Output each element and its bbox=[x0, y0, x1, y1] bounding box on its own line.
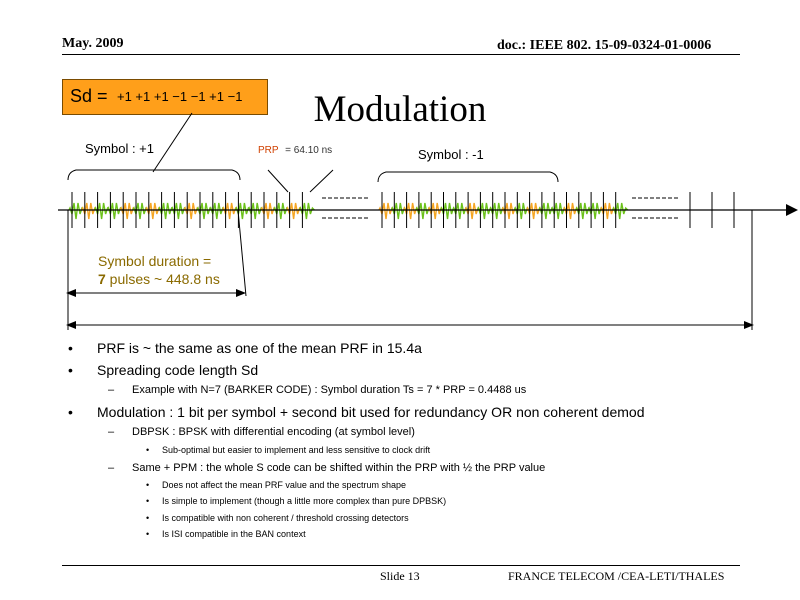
pulse-wavelet bbox=[576, 203, 591, 219]
symbol-duration-count: 7 bbox=[98, 271, 106, 287]
header-date: May. 2009 bbox=[62, 36, 124, 51]
bullet-text: Same + PPM : the whole S code can be shifted within the PRP with ½ the PRP value bbox=[132, 462, 546, 474]
symbol-end-marker bbox=[238, 210, 246, 296]
pulse-wavelet bbox=[248, 203, 263, 219]
bullet-item bbox=[68, 404, 645, 420]
prp-value: = 64.10 ns bbox=[285, 145, 333, 156]
pulse-wavelet bbox=[551, 203, 566, 219]
pulse-wavelet bbox=[210, 203, 225, 219]
symbol-duration-line2 bbox=[98, 270, 220, 288]
bullet-marker: • bbox=[146, 513, 150, 523]
pulse-wavelet bbox=[539, 203, 554, 219]
pulse-wavelet bbox=[133, 203, 148, 219]
bullet-item bbox=[108, 426, 415, 438]
prp-arrow-left bbox=[268, 170, 288, 192]
time-axis-arrowhead bbox=[786, 204, 798, 216]
bullet-item bbox=[146, 513, 409, 523]
bullet-item bbox=[146, 445, 430, 455]
pulse-wavelet bbox=[69, 203, 84, 219]
footer-rule bbox=[62, 565, 740, 566]
pulse-wavelet bbox=[564, 203, 579, 219]
bullet-marker: • bbox=[146, 480, 150, 490]
bullet-marker: – bbox=[108, 426, 115, 438]
pulse-wavelet bbox=[274, 203, 289, 219]
symbol-duration-label bbox=[98, 252, 220, 288]
bullet-text: Is compatible with non coherent / threshold crossing detectors bbox=[162, 513, 409, 523]
bullet-item bbox=[146, 529, 306, 539]
bullet-marker: • bbox=[68, 362, 73, 378]
pulse-wavelet bbox=[453, 203, 468, 219]
pulse-wavelet bbox=[404, 203, 419, 219]
pulse-wavelet bbox=[600, 203, 615, 219]
bullet-text: DBPSK : BPSK with differential encoding (at symbol level) bbox=[132, 426, 415, 438]
bullet-text: Example with N=7 (BARKER CODE) : Symbol duration Ts = 7 * PRP = 0.4488 us bbox=[132, 384, 527, 396]
bullet-item bbox=[108, 384, 526, 396]
pulse-wavelet bbox=[120, 203, 135, 219]
pulse-wavelet bbox=[379, 203, 394, 219]
pulse-wavelet bbox=[159, 203, 174, 219]
pulse-group bbox=[69, 203, 628, 219]
footer-organizations: FRANCE TELECOM /CEA-LETI/THALES bbox=[508, 569, 725, 583]
bullet-text: Sub-optimal but easier to implement and less sensitive to clock drift bbox=[162, 445, 431, 455]
header-doc-id: doc.: IEEE 802. 15-09-0324-01-0006 bbox=[497, 38, 712, 53]
pulse-wavelet bbox=[184, 203, 199, 219]
bullet-item bbox=[68, 362, 258, 378]
pulse-wavelet bbox=[428, 203, 443, 219]
bullet-marker: • bbox=[68, 340, 73, 356]
pulse-wavelet bbox=[527, 203, 542, 219]
symbol-duration-arrowhead-right bbox=[236, 289, 246, 297]
bullet-item bbox=[108, 462, 545, 474]
symbol-plus-label: Symbol : +1 bbox=[85, 141, 155, 156]
pulse-wavelet bbox=[391, 203, 406, 219]
slide-title-text: Modulation bbox=[313, 89, 487, 130]
pulse-wavelet bbox=[197, 203, 212, 219]
bullet-text: Spreading code length Sd bbox=[97, 362, 259, 378]
bullet-marker: • bbox=[146, 496, 150, 506]
pulse-wavelet bbox=[477, 203, 492, 219]
bullet-marker: • bbox=[68, 404, 73, 420]
prp-label bbox=[258, 145, 332, 156]
bullet-text: Modulation : 1 bit per symbol + second bit used for redundancy OR non coherent demod bbox=[97, 404, 645, 420]
pulse-wavelet bbox=[502, 203, 517, 219]
pulse-wavelet bbox=[441, 203, 456, 219]
bullet-item bbox=[68, 340, 422, 356]
prp-arrow-right bbox=[310, 170, 333, 192]
sd-label: Sd = bbox=[70, 86, 108, 106]
pulse-wavelet bbox=[261, 203, 276, 219]
pulse-wavelet bbox=[613, 203, 628, 219]
pulse-wavelet bbox=[416, 203, 431, 219]
bullet-text: Does not affect the mean PRF value and the spectrum shape bbox=[162, 480, 406, 490]
bullet-text: Is ISI compatible in the BAN context bbox=[162, 529, 306, 539]
pulse-wavelet bbox=[95, 203, 110, 219]
bullet-item bbox=[146, 480, 406, 490]
pulse-wavelet bbox=[107, 203, 122, 219]
pulse-wavelet bbox=[299, 203, 314, 219]
pulse-wavelet bbox=[514, 203, 529, 219]
symbol-duration-line1: Symbol duration = bbox=[98, 253, 212, 269]
pulse-wavelet bbox=[82, 203, 97, 219]
symbol-plus-brace bbox=[68, 170, 240, 180]
bullet-marker: – bbox=[108, 462, 115, 474]
bullet-marker: • bbox=[146, 529, 150, 539]
pulse-wavelet bbox=[588, 203, 603, 219]
pulse-wavelet bbox=[490, 203, 505, 219]
slide-number: Slide 13 bbox=[380, 569, 420, 583]
prp-label-text: PRP bbox=[258, 145, 279, 156]
pulse-wavelet bbox=[287, 203, 302, 219]
bullet-marker: – bbox=[108, 384, 115, 396]
symbol-minus-label: Symbol : -1 bbox=[418, 147, 484, 162]
callout-line bbox=[153, 113, 192, 172]
pulse-wavelet bbox=[465, 203, 480, 219]
pulse-wavelet bbox=[171, 203, 186, 219]
sd-code: +1 +1 +1 −1 −1 +1 −1 bbox=[117, 89, 243, 104]
bullet-item bbox=[146, 496, 446, 506]
pulse-wavelet bbox=[223, 203, 238, 219]
bullet-marker: • bbox=[146, 445, 150, 455]
symbol-minus-brace bbox=[378, 172, 558, 182]
symbol-duration-text: pulses ~ 448.8 ns bbox=[105, 271, 220, 287]
bullet-text: Is simple to implement (though a little more complex than pure DPBSK) bbox=[162, 496, 447, 506]
pulse-wavelet bbox=[146, 203, 161, 219]
bullet-text: PRF is ~ the same as one of the mean PRF in 15.4a bbox=[97, 340, 422, 356]
